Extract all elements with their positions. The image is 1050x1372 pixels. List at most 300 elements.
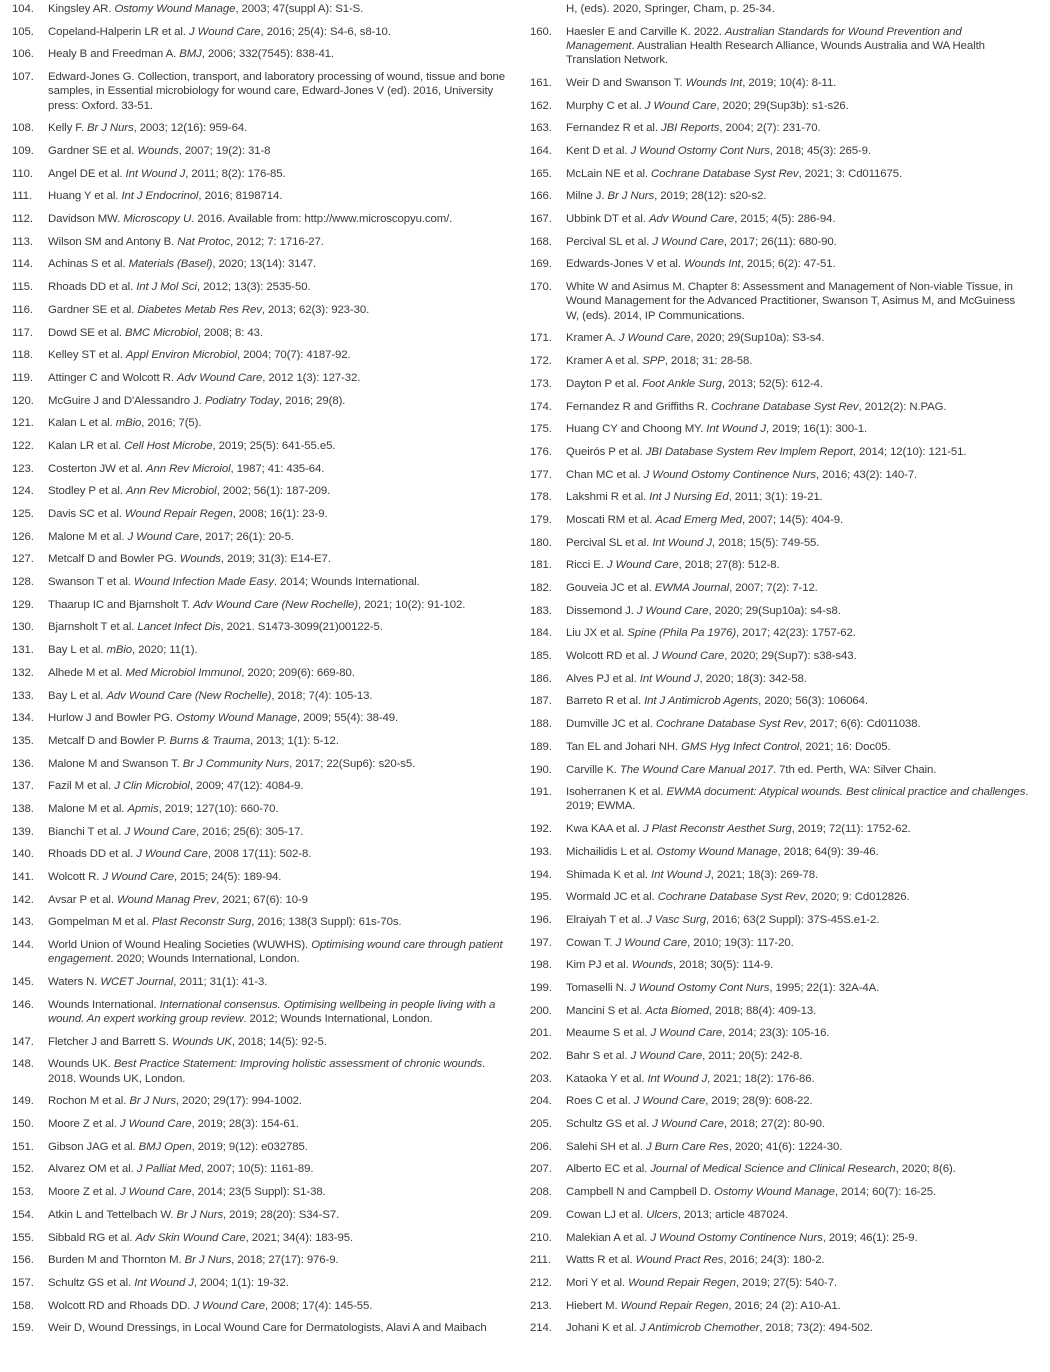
reference-source-title: BMC Microbiol	[125, 326, 198, 339]
reference-text	[566, 422, 1030, 436]
reference-text	[48, 348, 508, 362]
reference-number: 210.	[530, 1231, 552, 1244]
reference-text-segment: Alhede M et al.	[48, 666, 126, 679]
reference-text	[48, 915, 508, 929]
reference-number: 186.	[530, 672, 552, 685]
reference-text-segment: Gardner SE et al.	[48, 145, 138, 158]
reference-text-segment: , 2017; 26(11): 680-90.	[723, 235, 837, 248]
reference-item	[12, 643, 508, 657]
reference-text	[48, 484, 508, 498]
reference-text-segment: , 2017; 26(1): 20-5.	[199, 530, 294, 543]
reference-text-segment: , 2016; 138(3 Suppl): 61s-70s.	[251, 916, 402, 929]
reference-text	[48, 462, 508, 476]
reference-source-title: Adv Wound Care (New Rochelle)	[106, 689, 272, 702]
reference-source-title: JBI Database System Rev Implem Report	[645, 445, 853, 458]
reference-text	[566, 845, 1030, 859]
reference-number: 209.	[530, 1208, 552, 1221]
reference-text	[566, 958, 1030, 972]
reference-text-segment: , 2016; 25(4): S4-6, s8-10.	[260, 25, 391, 38]
reference-source-title: Best Practice Statement: Improving holistic assessment of chronic wounds	[113, 1058, 483, 1071]
reference-text-segment: , 2011; 31(1): 41-3.	[173, 976, 268, 989]
reference-text	[566, 1162, 1030, 1176]
reference-number: 167.	[530, 213, 552, 226]
reference-number: 170.	[530, 281, 552, 294]
reference-text-segment: , 2018; 14(5): 92-5.	[231, 1035, 327, 1048]
reference-source-title: International consensus. Optimising wellbeing in people living with a wound. An expert working group review	[48, 998, 496, 1026]
reference-text-segment: , 2019; 31(3): E14-E7.	[220, 553, 331, 566]
reference-item	[530, 144, 1030, 158]
reference-text	[48, 394, 508, 408]
reference-text	[48, 1140, 508, 1154]
reference-text-segment: , 2021; 34(4): 183-95.	[245, 1231, 354, 1244]
reference-source-title: Plast Reconstr Surg	[151, 916, 252, 929]
reference-text-segment: White W and Asimus M. Chapter 8: Assessment and Management of Non-viable Tissue, in Wound Management for the Advanced Practitioner, Swanson T, Asimus M, and McGuiness W, (eds). 2014, IP Communications.	[566, 281, 1016, 322]
reference-number: 206.	[530, 1140, 552, 1153]
reference-source-title: Australian Standards for Wound Prevention and Management	[566, 25, 962, 52]
reference-source-title: Ann Rev Microiol	[146, 462, 231, 475]
reference-number: 175.	[530, 423, 552, 436]
reference-text-segment: , 2020; 29(Sup3b): s1-s26.	[716, 99, 849, 112]
reference-source-title: Podiatry Today	[204, 394, 279, 407]
reference-text-segment: Stodley P et al.	[48, 485, 126, 498]
reference-text-segment: Cowan T.	[566, 936, 616, 949]
reference-text-segment: Percival SL et al.	[566, 536, 653, 549]
reference-source-title: Br J Community Nurs	[182, 757, 290, 770]
reference-text	[48, 620, 508, 634]
reference-text-segment: . Australian Health Research Alliance, Wounds Australia and WA Health Translation Network.	[566, 39, 985, 67]
reference-source-title: Wounds	[179, 553, 221, 566]
reference-number: 134.	[12, 712, 34, 725]
reference-source-title: Int Wound J	[134, 1276, 194, 1289]
reference-text	[48, 326, 508, 340]
reference-item	[12, 734, 508, 748]
reference-number: 123.	[12, 462, 34, 475]
reference-text-segment: Ricci E.	[566, 559, 607, 572]
reference-source-title: Int J Nursing Ed	[649, 491, 729, 504]
reference-text-segment: Edwards-Jones V et al.	[566, 258, 684, 271]
reference-text-segment: Davidson MW.	[48, 213, 124, 226]
reference-text-segment: , 2016; 7(5).	[141, 417, 202, 430]
reference-source-title: J Wound Care	[119, 1186, 192, 1199]
reference-text	[48, 825, 508, 839]
reference-source-title: Br J Nurs	[184, 1254, 232, 1267]
reference-number: 108.	[12, 122, 34, 135]
reference-number: 155.	[12, 1231, 34, 1244]
reference-source-title: J Antimicrob Chemother	[639, 1322, 760, 1335]
reference-text-segment: Davis SC et al.	[48, 508, 125, 521]
reference-item	[530, 1049, 1030, 1063]
reference-item	[530, 25, 1030, 68]
reference-source-title: Wound Pract Res	[635, 1254, 724, 1267]
reference-text-segment: Alves PJ et al.	[566, 672, 640, 685]
reference-text-segment: , 2019; 27(5): 540-7.	[735, 1276, 837, 1289]
reference-text-segment: . 2012; Wounds International, London.	[243, 1013, 433, 1026]
reference-source-title: J Wound Ostomy Continence Nurs	[650, 1231, 823, 1244]
reference-source-title: Optimising wound care through patient engagement	[48, 939, 503, 966]
reference-item	[12, 1276, 508, 1290]
reference-text-segment: . 2014; Wounds International.	[273, 576, 420, 589]
reference-text	[48, 303, 508, 317]
reference-item	[530, 913, 1030, 927]
reference-text-segment: Achinas S et al.	[48, 258, 129, 271]
reference-text-segment: Malone M et al.	[48, 530, 128, 543]
reference-item	[530, 1094, 1030, 1108]
reference-item	[530, 445, 1030, 459]
reference-number: 131.	[12, 644, 34, 657]
reference-number: 201.	[530, 1027, 552, 1040]
reference-source-title: Int Wound J	[647, 1072, 708, 1085]
reference-text	[566, 513, 1030, 527]
reference-source-title: Appl Environ Microbiol	[125, 349, 237, 362]
reference-text-segment: Milne J.	[566, 190, 608, 203]
reference-text-segment: , 2012; 7: 1716-27.	[230, 235, 324, 248]
reference-text-segment: Moore Z et al.	[48, 1186, 120, 1199]
reference-text	[48, 734, 508, 748]
reference-source-title: Br J Nurs	[607, 190, 655, 203]
reference-text-segment: Kataoka Y et al.	[566, 1072, 648, 1085]
reference-item	[12, 1253, 508, 1267]
reference-text-segment: Kalan L et al.	[48, 417, 116, 430]
reference-text-segment: Dumville JC et al.	[566, 718, 656, 731]
reference-text	[48, 666, 508, 680]
reference-text-segment: Wolcott R.	[48, 871, 103, 884]
reference-text	[48, 416, 508, 430]
reference-text	[566, 445, 1030, 459]
reference-text-segment: McGuire J and D'Alessandro J.	[48, 394, 205, 407]
reference-source-title: J Plast Reconstr Aesthet Surg	[643, 823, 792, 836]
reference-text-segment: Watts R et al.	[566, 1254, 636, 1267]
reference-text-segment: , 2010; 19(3): 117-20.	[687, 936, 794, 949]
reference-list-left	[12, 0, 508, 1372]
reference-item	[530, 1185, 1030, 1199]
reference-text-segment: , 2020; 29(Sup7): s38-s43.	[724, 650, 857, 663]
reference-text-segment: Malekian A et al.	[566, 1231, 651, 1244]
reference-text	[566, 1253, 1030, 1267]
reference-item	[530, 354, 1030, 368]
reference-text-segment: , 2013; 1(1): 5-12.	[250, 734, 339, 747]
reference-text-segment: , 2019; 28(20): S34-S7.	[223, 1208, 340, 1221]
reference-text	[48, 757, 508, 771]
reference-text-segment: Shimada K et al.	[566, 868, 652, 881]
reference-text-segment: Liu JX et al.	[566, 627, 628, 640]
reference-item	[12, 802, 508, 816]
reference-text-segment: . 2019; EWMA.	[566, 786, 1029, 813]
reference-number: 146.	[12, 998, 34, 1011]
reference-number: 145.	[12, 976, 34, 989]
reference-number: 158.	[12, 1299, 34, 1312]
reference-number: 154.	[12, 1208, 34, 1221]
reference-source-title: Nat Protoc	[177, 235, 231, 248]
reference-source-title: Spine (Phila Pa 1976)	[627, 627, 737, 640]
reference-number: 211.	[530, 1254, 551, 1267]
reference-text-segment: Wounds International.	[48, 998, 160, 1011]
reference-text-segment: Dowd SE et al.	[48, 326, 126, 339]
reference-number: 161.	[530, 76, 552, 89]
reference-text	[48, 975, 508, 989]
reference-text	[566, 936, 1030, 950]
reference-number: 163.	[530, 122, 552, 135]
reference-item	[530, 558, 1030, 572]
reference-number: 199.	[530, 981, 552, 994]
reference-number: 117.	[12, 326, 33, 339]
reference-item	[12, 121, 508, 135]
reference-text-segment: Swanson T et al.	[48, 576, 134, 589]
reference-number: 160.	[530, 25, 552, 38]
reference-text	[48, 1276, 508, 1290]
reference-source-title: EWMA document: Atypical wounds. Best clinical practice and challenges	[666, 786, 1026, 799]
reference-text-segment: Cowan LJ et al.	[566, 1208, 647, 1221]
reference-text	[48, 1321, 508, 1335]
reference-item	[12, 757, 508, 771]
reference-text-segment: Rochon M et al.	[48, 1095, 130, 1108]
reference-text	[566, 785, 1030, 814]
reference-text-segment: , 2017; 6(6): Cd011038.	[803, 718, 921, 731]
reference-text-segment: Wounds UK.	[48, 1058, 114, 1071]
reference-text-segment: , 2020; 41(6): 1224-30.	[728, 1140, 843, 1153]
reference-item	[12, 189, 508, 203]
reference-item	[12, 416, 508, 430]
reference-text	[566, 1140, 1030, 1154]
reference-text-segment: Thaarup IC and Bjarnsholt T.	[48, 598, 194, 611]
reference-item	[12, 998, 508, 1027]
reference-text	[48, 235, 508, 249]
reference-source-title: Int Wound J	[639, 672, 700, 685]
reference-text-segment: , 2009; 55(4): 38-49.	[296, 712, 399, 725]
reference-item	[530, 1253, 1030, 1267]
reference-number: 126.	[12, 530, 34, 543]
reference-number: 184.	[530, 627, 552, 640]
reference-item	[530, 189, 1030, 203]
reference-text-segment: , 2020; 8(6).	[895, 1163, 956, 1176]
reference-source-title: GMS Hyg Infect Control	[681, 740, 800, 753]
reference-text-segment: , 2021; 10(2): 91-102.	[357, 598, 466, 611]
reference-source-title: Wounds Int	[684, 258, 741, 271]
reference-number: 176.	[530, 445, 552, 458]
reference-source-title: Apmis	[127, 802, 159, 815]
reference-text-segment: Avsar P et al.	[48, 893, 117, 906]
reference-item	[12, 257, 508, 271]
reference-item	[530, 1140, 1030, 1154]
reference-number: 156.	[12, 1254, 34, 1267]
reference-item	[12, 575, 508, 589]
reference-item	[12, 1208, 508, 1222]
reference-number: 162.	[530, 99, 552, 112]
reference-text-segment: Kim PJ et al.	[566, 959, 632, 972]
reference-text-segment: , 2018; 7(4): 105-13.	[271, 689, 373, 702]
reference-item	[530, 422, 1030, 436]
reference-number: 144.	[12, 939, 34, 952]
reference-number: 110.	[12, 167, 33, 180]
reference-number: 213.	[530, 1299, 552, 1312]
reference-text-segment: Bay L et al.	[48, 689, 107, 702]
reference-text-segment: , 2013; 62(3): 923-30.	[261, 303, 370, 316]
reference-item	[12, 394, 508, 408]
reference-source-title: J Vasc Surg	[646, 913, 706, 926]
reference-text-segment: , 2014; 23(5 Suppl): S1-38.	[191, 1186, 326, 1199]
reference-text	[48, 257, 508, 271]
reference-item	[12, 439, 508, 453]
reference-source-title: Ostomy Wound Manage	[656, 845, 778, 858]
reference-item	[530, 740, 1030, 754]
reference-item	[12, 1094, 508, 1108]
reference-text-segment: , 2015; 24(5): 189-94.	[174, 871, 282, 884]
reference-text-segment: , 2013; 52(5): 612-4.	[721, 377, 823, 390]
reference-source-title: BMJ Open	[138, 1140, 192, 1153]
reference-item	[12, 666, 508, 680]
reference-number: 207.	[530, 1163, 552, 1176]
reference-item	[530, 377, 1030, 391]
reference-source-title: mBio	[106, 644, 132, 657]
reference-number: 107.	[12, 71, 34, 84]
reference-item	[12, 598, 508, 612]
reference-text-segment: Metcalf D and Bowler PG.	[48, 553, 180, 566]
reference-text	[48, 167, 508, 181]
reference-source-title: Cochrane Database Syst Rev	[655, 718, 804, 731]
reference-text	[566, 672, 1030, 686]
reference-text-segment: Kelly F.	[48, 122, 87, 135]
reference-text	[566, 1117, 1030, 1131]
reference-item	[530, 1299, 1030, 1313]
reference-source-title: Wounds UK	[172, 1035, 232, 1048]
reference-source-title: J Wound Care	[127, 530, 200, 543]
reference-text-segment: , 2016; 63(2 Suppl): 37S-45S.e1-2.	[705, 913, 880, 926]
reference-text-segment: , 2011; 8(2): 176-85.	[185, 167, 286, 180]
reference-text-segment: Waters N.	[48, 976, 101, 989]
reference-text-segment: McLain NE et al.	[566, 167, 652, 180]
reference-source-title: Ann Rev Microbiol	[125, 485, 217, 498]
reference-text	[566, 1094, 1030, 1108]
reference-text-segment: , 2009; 47(12): 4084-9.	[189, 780, 304, 793]
reference-text	[566, 649, 1030, 663]
reference-text-segment: Dayton P et al.	[566, 377, 643, 390]
reference-number: 119.	[12, 371, 33, 384]
reference-item	[530, 76, 1030, 90]
reference-continuation: H, (eds). 2020, Springer, Cham, p. 25-34.	[566, 3, 775, 15]
reference-number: 196.	[530, 913, 552, 926]
reference-text-segment: Huang CY and Choong MY.	[566, 423, 707, 436]
reference-source-title: Acta Biomed	[645, 1004, 709, 1017]
reference-text-segment: , 2017; 22(Sup6): s20-s5.	[289, 757, 416, 770]
reference-list-right	[530, 0, 1030, 1372]
reference-text-segment: Carville K.	[566, 763, 620, 776]
reference-item	[530, 981, 1030, 995]
reference-text	[48, 1117, 508, 1131]
reference-item	[530, 649, 1030, 663]
reference-item	[530, 235, 1030, 249]
reference-number: 192.	[530, 823, 552, 836]
reference-text-segment: , 2021; 18(3): 269-78.	[710, 868, 819, 881]
reference-text-segment: , 2016; 24 (2): A10-A1.	[728, 1299, 841, 1312]
reference-text-segment: , 2004; 1(1): 19-32.	[193, 1276, 289, 1289]
reference-text-segment: , 2007; 7(2): 7-12.	[729, 582, 818, 594]
reference-source-title: Cochrane Database Syst Rev	[711, 400, 859, 413]
reference-text-segment: , 2018; 27(8): 512-8.	[678, 559, 780, 572]
reference-item	[12, 1162, 508, 1176]
reference-item	[12, 303, 508, 317]
reference-text	[48, 371, 508, 385]
reference-number: 122.	[12, 439, 34, 452]
reference-text-segment: Edward-Jones G. Collection, transport, and laboratory processing of wound, tissue and bone samples, in Essential microbiology for wound care, Edward-Jones V (ed). 2016, University press: Oxford. 33-51.	[48, 71, 506, 112]
reference-item	[530, 1072, 1030, 1086]
reference-source-title: Cochrane Database Syst Rev	[651, 167, 799, 180]
reference-text-segment: Wolcott RD et al.	[566, 650, 653, 663]
reference-item	[530, 936, 1030, 950]
reference-text-segment: Kramer A.	[566, 332, 619, 345]
reference-item	[530, 785, 1030, 814]
reference-text-segment: , 2015; 4(5): 286-94.	[734, 213, 836, 226]
reference-text-segment: , 2011; 20(5): 242-8.	[702, 1050, 803, 1063]
reference-number: 179.	[530, 513, 552, 526]
reference-item	[12, 371, 508, 385]
reference-text	[566, 400, 1030, 414]
reference-text	[566, 468, 1030, 482]
reference-number: 135.	[12, 734, 34, 747]
reference-text-segment: Kingsley AR.	[48, 3, 115, 15]
reference-number: 137.	[12, 780, 34, 793]
reference-text-segment: , 1995; 22(1): 32A-4A.	[769, 981, 880, 994]
reference-source-title: J Wound Care	[636, 604, 709, 617]
reference-number: 214.	[530, 1322, 552, 1335]
reference-number: 182.	[530, 582, 552, 594]
reference-text-segment: Gardner SE et al.	[48, 303, 138, 316]
reference-number: 114.	[12, 258, 33, 271]
reference-text-segment: , 2003; 12(16): 959-64.	[133, 122, 248, 135]
reference-source-title: EWMA Journal	[654, 582, 730, 594]
reference-number: 183.	[530, 604, 552, 617]
reference-text	[48, 144, 508, 158]
reference-number: 141.	[12, 871, 34, 884]
reference-text-segment: , 2017; 42(23): 1757-62.	[736, 627, 856, 640]
reference-source-title: Wound Manag Prev	[117, 893, 217, 906]
reference-text	[566, 1004, 1030, 1018]
reference-source-title: J Wound Care	[102, 871, 174, 884]
reference-text	[566, 1299, 1030, 1313]
reference-text-segment: , 2019; 25(5): 641-55.e5.	[212, 439, 336, 452]
reference-text-segment: Moscati RM et al.	[566, 513, 656, 526]
reference-text	[48, 212, 508, 226]
reference-text	[48, 280, 508, 294]
reference-text-segment: Bay L et al.	[48, 644, 107, 657]
reference-source-title: Acad Emerg Med	[655, 513, 742, 526]
reference-text-segment: Mancini S et al.	[566, 1004, 646, 1017]
reference-text-segment: , 2018; 31: 28-58.	[664, 355, 753, 368]
reference-text-segment: , 2007; 19(2): 31-8	[178, 145, 271, 158]
reference-text	[566, 144, 1030, 158]
reference-item	[12, 70, 508, 113]
reference-text-segment: Fernandez R et al.	[566, 122, 661, 135]
reference-number: 120.	[12, 394, 34, 407]
reference-text-segment: , 2016; 29(8).	[278, 394, 346, 407]
reference-source-title: Wounds	[137, 145, 179, 158]
reference-text-segment: Attinger C and Wolcott R.	[48, 371, 177, 384]
reference-text-segment: , 2019; 9(12): e032785.	[191, 1140, 308, 1153]
reference-text	[48, 998, 508, 1027]
reference-source-title: Materials (Basel)	[128, 258, 213, 271]
reference-number: 143.	[12, 916, 34, 929]
reference-text-segment: , 2018; 64(9): 39-46.	[777, 845, 879, 858]
reference-item	[12, 915, 508, 929]
reference-item	[530, 1276, 1030, 1290]
reference-text	[48, 1035, 508, 1049]
reference-source-title: J Palliat Med	[136, 1163, 201, 1176]
reference-item	[530, 513, 1030, 527]
reference-text-segment: , 2021; 16: Doc05.	[799, 740, 891, 753]
reference-number: 208.	[530, 1186, 552, 1199]
reference-number: 115.	[12, 281, 33, 294]
reference-text-segment: Percival SL et al.	[566, 235, 653, 248]
reference-text-segment: , 2013; article 487024.	[677, 1208, 789, 1221]
reference-source-title: Wound Infection Made Easy	[133, 576, 274, 589]
